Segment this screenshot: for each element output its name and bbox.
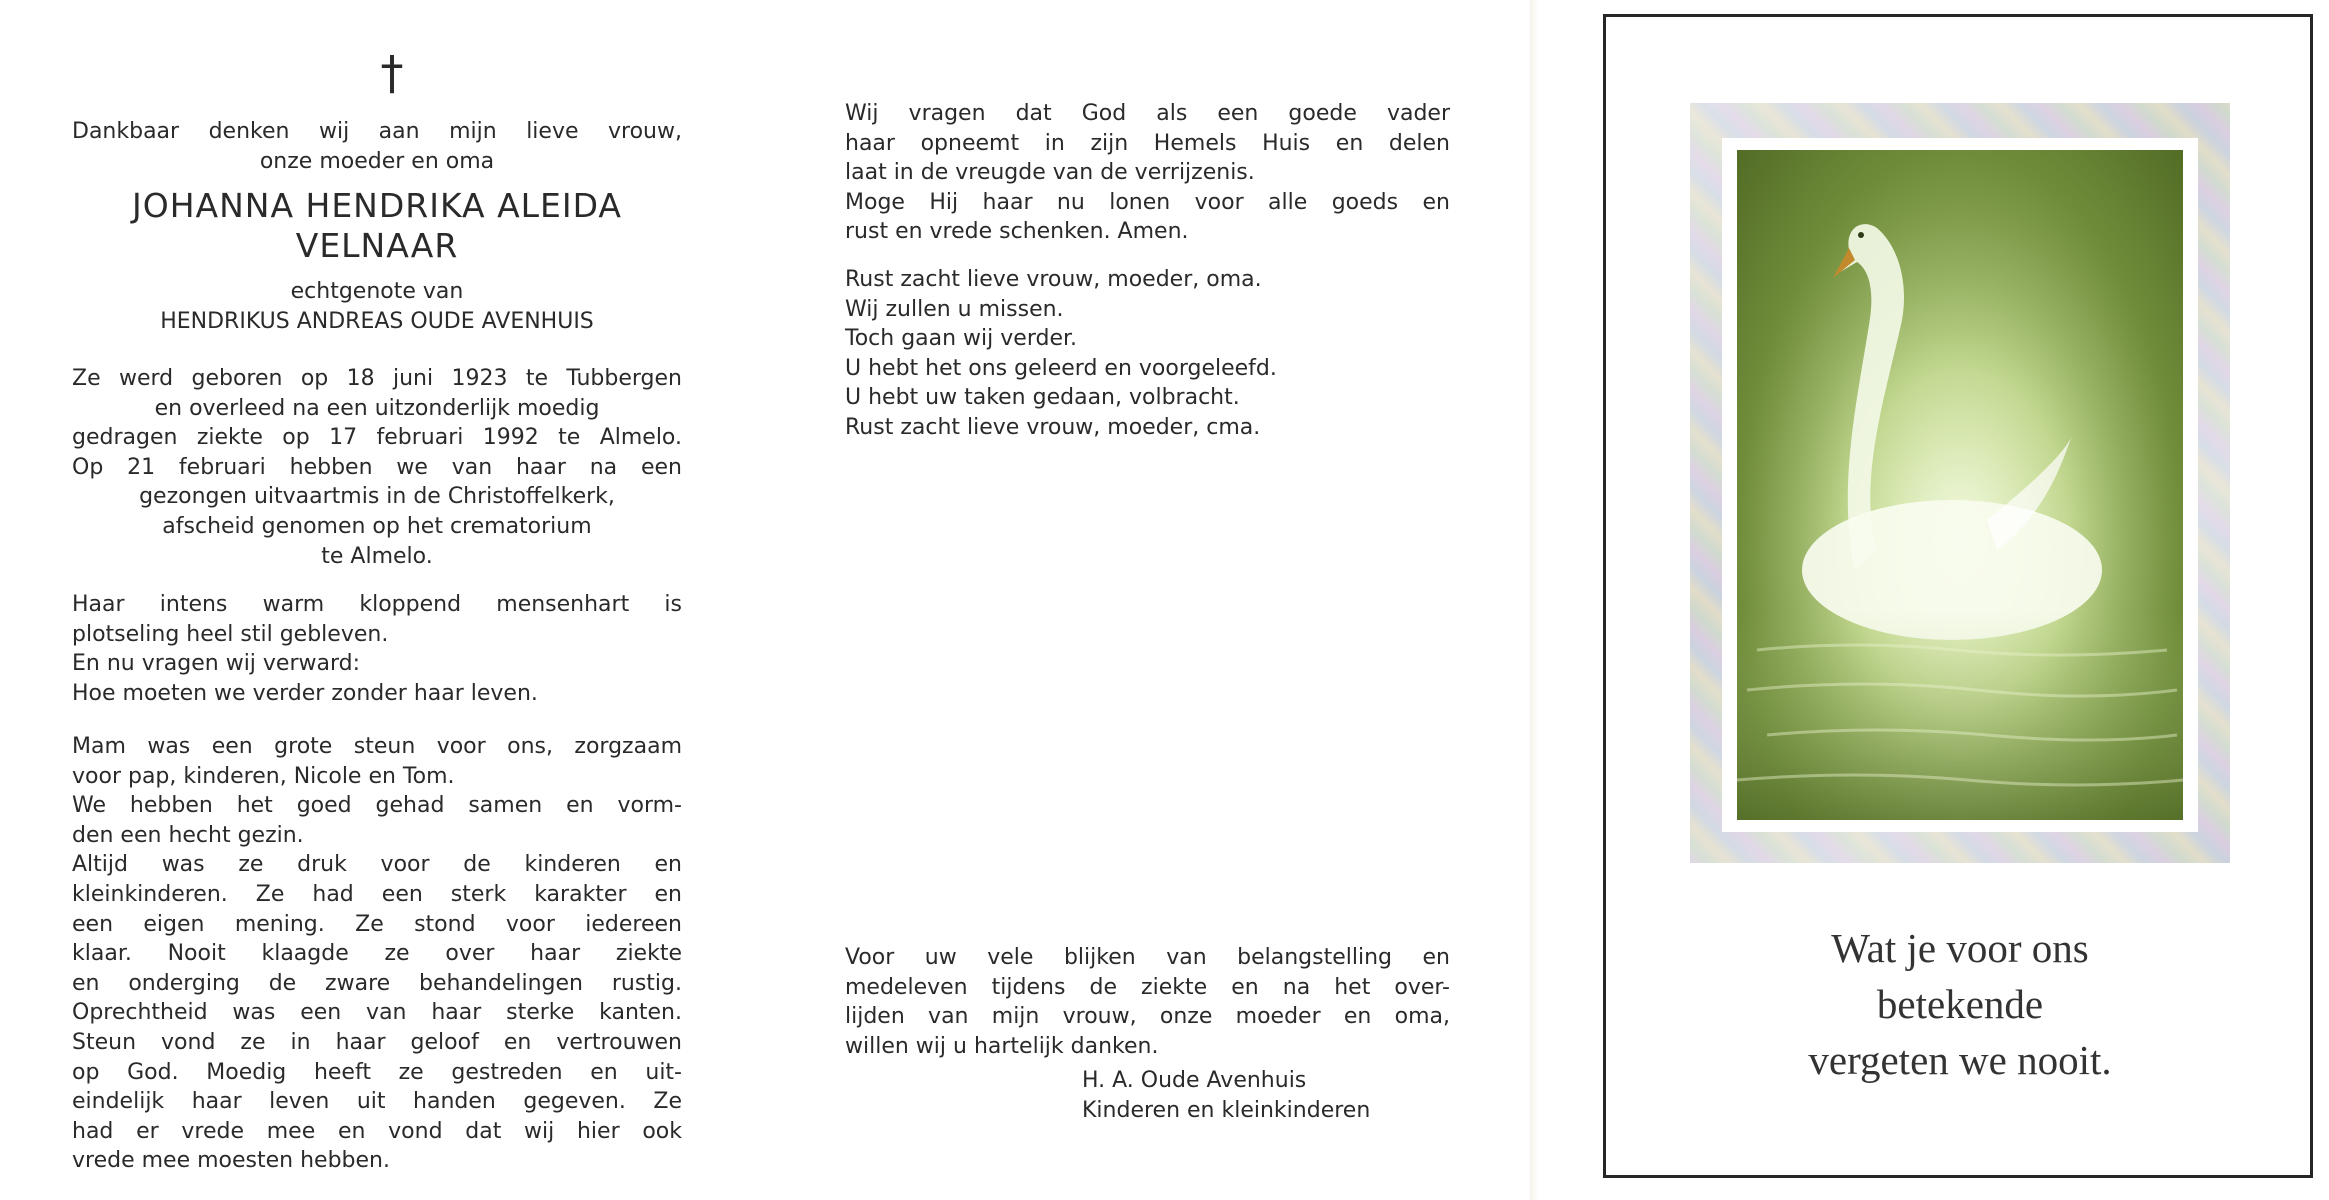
paragraph-line: kleinkinderen. Ze had een sterk karakter en [72,881,682,907]
paragraph-line: plotseling heel stil gebleven. [72,621,389,647]
paragraph-line: Mam was een grote steun voor ons, zorgzaam [72,734,682,759]
poem-line: U hebt uw taken gedaan, volbracht. [845,385,1240,411]
signature-line: Kinderen en kleinkinderen [1082,1097,1371,1123]
thanks-line: willen wij u hartelijk danken. [845,1033,1159,1059]
intro-block [72,117,682,176]
tribute-paragraph [72,732,682,1176]
name-line: JOHANNA HENDRIKA ALEIDA [131,186,623,225]
bio-line: en overleed na een uitzonderlijk moedig [154,395,600,421]
paragraph-line: Haar intens warm kloppend mensenhart is [72,592,682,617]
bio-line: te Almelo. [321,543,433,569]
poem-line: Wij zullen u missen. [845,296,1064,322]
spouse-name: HENDRIKUS ANDREAS OUDE AVENHUIS [160,308,594,334]
card-verse [1700,920,2220,1088]
paragraph-line: We hebben het goed gehad samen en vorm- [72,793,682,819]
signature [1082,1066,1450,1125]
prayer-paragraph [845,99,1450,247]
poem-line: U hebt het ons geleerd en voorgeleefd. [845,355,1277,381]
verse-line: Wat je voor ons [1831,925,2089,971]
swan-illustration [1737,150,2183,820]
bio-line: gezongen uitvaartmis in de Christoffelkerk, [139,484,615,510]
paragraph-line: en onderging de zware behandelingen rustig. [72,970,682,996]
prayer-line: rust en vrede schenken. Amen. [845,219,1189,245]
prayer-line: haar opneemt in zijn Hemels Huis en delen [845,130,1450,156]
swan-photo [1737,150,2183,820]
paragraph-line: den een hecht gezin. [72,822,304,848]
poem-line: Toch gaan wij verder. [845,326,1077,352]
bio-line: afscheid genomen op het crematorium [162,513,592,539]
thanks-line: medeleven tijdens de ziekte en na het over- [845,974,1450,1000]
spouse-label: echtgenote van [290,279,464,304]
intro-line: onze moeder en oma [259,148,495,174]
bio-line: Ze werd geboren op 18 juni 1923 te Tubbergen [72,366,682,391]
thanks-line: Voor uw vele blijken van belangstelling en [845,945,1450,970]
cross-icon: † [380,46,404,100]
page-fold [1530,0,1538,1200]
paragraph-line: voor pap, kinderen, Nicole en Tom. [72,763,455,789]
thanks-paragraph [845,943,1450,1061]
paragraph-line: vrede mee moesten hebben. [72,1148,390,1174]
bio-line: gedragen ziekte op 17 februari 1992 te Almelo. [72,425,682,451]
water [1737,610,2183,820]
name-line: VELNAAR [295,226,459,265]
paragraph-line: een eigen mening. Ze stond voor iedereen [72,911,682,937]
paragraph-line: Hoe moeten we verder zonder haar leven. [72,680,538,706]
paragraph-line: Altijd was ze druk voor de kinderen en [72,852,682,878]
bio-paragraph [72,364,682,571]
prayer-line: Moge Hij haar nu lonen voor alle goeds en [845,189,1450,215]
poem [845,265,1450,443]
poem-line: Rust zacht lieve vrouw, moeder, oma. [845,267,1262,292]
paragraph-line: Steun vond ze in haar geloof en vertrouwen [72,1029,682,1055]
verse-line: betekende [1876,981,2044,1027]
paragraph-line: eindelijk haar leven uit handen gegeven. Ze [72,1089,682,1115]
swan-eye [1858,232,1864,238]
intro-line: Dankbaar denken wij aan mijn lieve vrouw, [72,119,682,144]
prayer-line: laat in de vreugde van de verrijzenis. [845,160,1255,186]
verse-line: vergeten we nooit. [1808,1037,2112,1083]
paragraph-line: Oprechtheid was een van haar sterke kanten. [72,1000,682,1026]
poem-line: Rust zacht lieve vrouw, moeder, cma. [845,414,1261,440]
deceased-name [72,186,682,266]
signature-line: H. A. Oude Avenhuis [1082,1068,1307,1093]
paragraph-line: klaar. Nooit klaagde ze over haar ziekte [72,941,682,967]
paragraph-line: op God. Moedig heeft ze gestreden en uit- [72,1059,682,1085]
prayer-line: Wij vragen dat God als een goede vader [845,101,1450,126]
spouse-block [72,277,682,336]
bio-line: Op 21 februari hebben we van haar na een [72,454,682,480]
paragraph-line: had er vrede mee en vond dat wij hier ook [72,1118,682,1144]
paragraph-line: En nu vragen wij verward: [72,651,361,677]
heart-paragraph [72,590,682,708]
thanks-line: lijden van mijn vrouw, onze moeder en oma, [845,1004,1450,1030]
